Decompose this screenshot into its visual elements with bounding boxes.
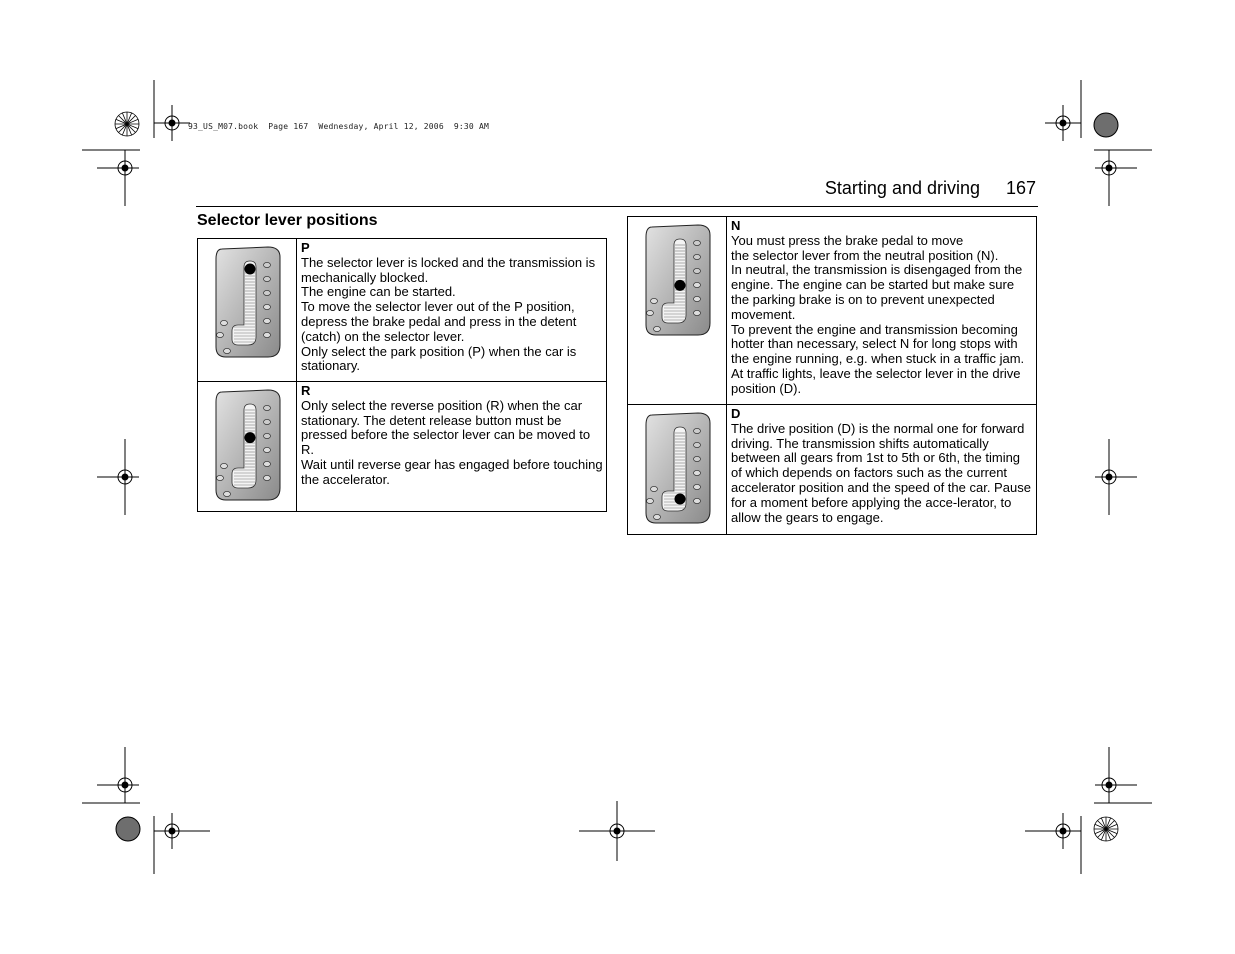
paragraph: To prevent the engine and transmission becoming hotter than necessary, select N for long stops with the engine running, e.g. when stuck in a traffic jam. At traffic lights, leave the selector lever in the drive position (D). — [731, 321, 1025, 396]
position-indicator — [694, 498, 701, 503]
print-slug: 93_US_M07.book Page 167 Wednesday, April 12, 2006 9:30 AM — [188, 122, 489, 131]
paragraph: The selector lever is locked and the transmission is mechanically blocked. — [301, 254, 596, 285]
position-description — [297, 239, 607, 382]
position-description — [727, 217, 1037, 405]
position-letter: R — [301, 383, 311, 398]
position-indicator — [694, 310, 701, 315]
lever-knob — [245, 264, 256, 275]
lever-figure-cell — [198, 382, 297, 512]
position-description — [727, 405, 1037, 535]
position-indicator — [694, 296, 701, 301]
lever-figure-cell — [628, 217, 727, 405]
paragraph: To move the selector lever out of the P position, depress the brake pedal and press in the detent (catch) on the selector lever. — [301, 299, 577, 344]
lever-figure-cell — [198, 239, 297, 382]
chapter-title: Starting and driving — [824, 178, 980, 198]
position-indicator — [694, 240, 701, 245]
position-indicator — [654, 326, 661, 331]
position-indicator — [264, 304, 271, 309]
position-letter: N — [731, 218, 741, 233]
position-indicator — [264, 447, 271, 452]
selector-positions-table-right — [627, 216, 1037, 535]
paragraph: the selector lever from the neutral position (N). — [731, 247, 999, 263]
position-indicator — [264, 433, 271, 438]
paragraph: In neutral, the transmission is disengaged from the engine. The engine can be started but make sure the parking brake is on to prevent unexpected movement. — [731, 262, 1023, 322]
position-indicator — [694, 442, 701, 447]
position-indicator — [221, 320, 228, 325]
selector-lever-d-illustration — [628, 405, 726, 531]
position-indicator — [694, 254, 701, 259]
paragraph: The drive position (D) is the normal one for forward driving. The transmission shifts automatically between all gears from 1st to 5th or 6th, the timing of which depends on factors such as the current accelerator position and the speed of the car. Pause for a moment before applying the acce-lerator, to allow the gears to engage. — [731, 420, 1031, 525]
paragraph: Only select the park position (P) when the car is stationary. — [301, 343, 577, 374]
position-indicator — [264, 262, 271, 267]
page-number: 167 — [1005, 178, 1036, 198]
position-indicator — [694, 484, 701, 489]
table-row — [198, 382, 607, 512]
position-indicator — [647, 310, 654, 315]
position-indicator — [651, 298, 658, 303]
selector-positions-table-left — [197, 238, 607, 512]
running-header — [196, 178, 1038, 207]
position-indicator — [694, 268, 701, 273]
paragraph: Wait until reverse gear has engaged before touching the accelerator. — [301, 456, 603, 487]
position-indicator — [264, 318, 271, 323]
position-indicator — [217, 475, 224, 480]
position-indicator — [694, 456, 701, 461]
paragraph: You must press the brake pedal to move — [731, 232, 964, 248]
position-indicator — [224, 491, 231, 496]
position-indicator — [264, 419, 271, 424]
position-letter: P — [301, 240, 310, 255]
position-description — [297, 382, 607, 512]
paragraph: The engine can be started. — [301, 284, 456, 300]
selector-lever-n-illustration — [628, 217, 726, 343]
lever-knob — [675, 494, 686, 505]
lever-figure-cell — [628, 405, 727, 535]
position-indicator — [264, 332, 271, 337]
lever-knob — [245, 432, 256, 443]
position-indicator — [264, 405, 271, 410]
selector-lever-r-illustration — [198, 382, 296, 508]
position-indicator — [264, 475, 271, 480]
position-indicator — [264, 290, 271, 295]
table-row — [628, 405, 1037, 535]
selector-lever-p-illustration — [198, 239, 296, 369]
table-row — [628, 217, 1037, 405]
position-indicator — [694, 282, 701, 287]
position-indicator — [264, 461, 271, 466]
paragraph: Only select the reverse position (R) when the car stationary. The detent release button must be pressed before the selector lever can be moved to R. — [301, 397, 591, 458]
position-indicator — [264, 276, 271, 281]
position-indicator — [694, 428, 701, 433]
lever-knob — [675, 280, 686, 291]
position-indicator — [217, 332, 224, 337]
position-letter: D — [731, 406, 741, 421]
section-title: Selector lever positions — [197, 212, 378, 229]
position-indicator — [651, 486, 658, 491]
position-indicator — [224, 348, 231, 353]
position-indicator — [694, 470, 701, 475]
table-row — [198, 239, 607, 382]
position-indicator — [654, 514, 661, 519]
position-indicator — [647, 498, 654, 503]
position-indicator — [221, 463, 228, 468]
